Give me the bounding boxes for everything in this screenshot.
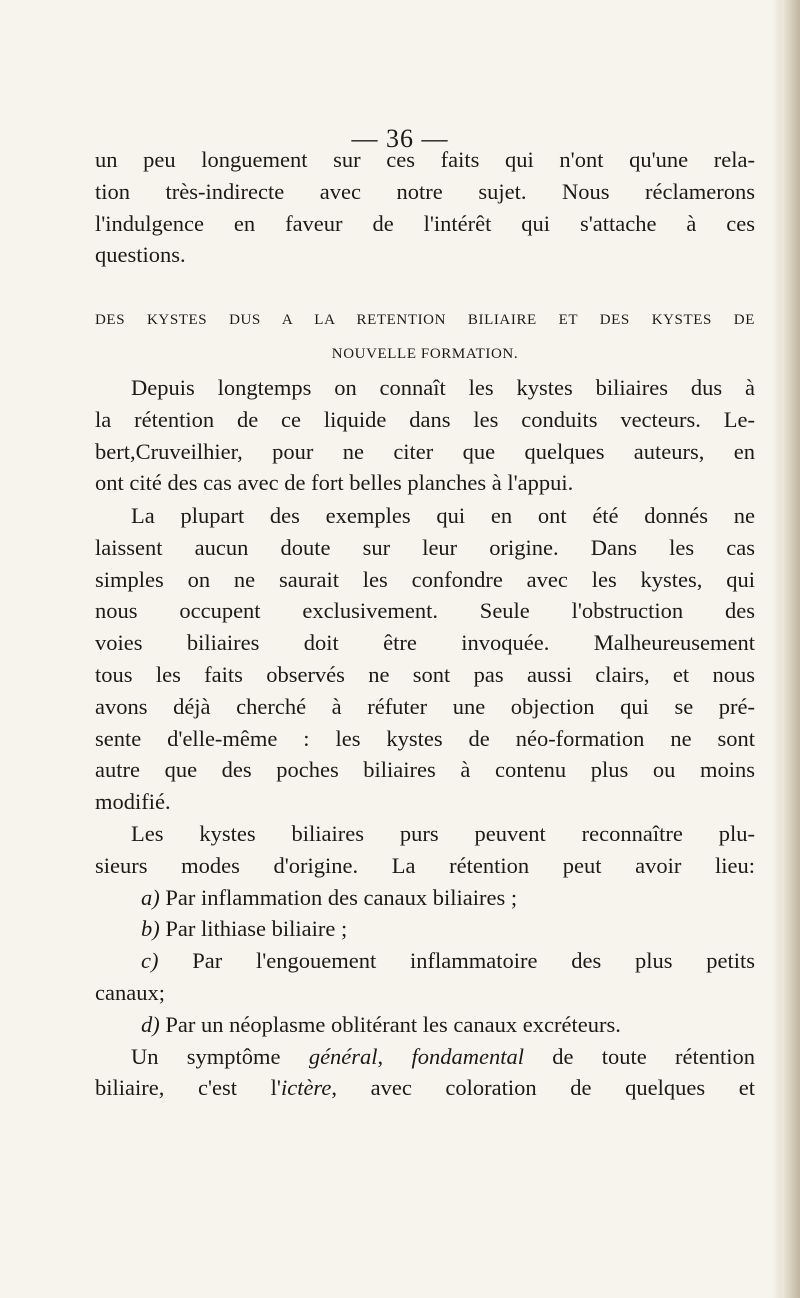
- text-line: sieurs modes d'origine. La rétention peut avoir lieu:: [95, 852, 755, 878]
- text-fragment: Un symptôme: [131, 1043, 309, 1069]
- list-text: Par lithiase biliaire ;: [165, 916, 348, 942]
- list-item-b: [95, 913, 755, 945]
- final-line-1: [95, 1041, 755, 1073]
- paragraph-2: [95, 500, 755, 818]
- text-fragment: , avec coloration de quelques et: [331, 1075, 756, 1101]
- text-line: la rétention de ce liquide dans les conduits vecteurs. Le-: [95, 406, 755, 432]
- emphasis-fondamental: fondamental: [411, 1043, 524, 1069]
- text-line: bert,Cruveilhier, pour ne citer que quelques auteurs, en: [95, 438, 755, 464]
- emphasis-general: général: [308, 1043, 378, 1069]
- text-line: modifié.: [95, 789, 171, 815]
- final-line-2: [95, 1072, 755, 1104]
- page-edge: [782, 0, 800, 1298]
- list-marker: b): [141, 916, 160, 942]
- text-line: l'indulgence en faveur de l'intérêt qui s'attache à ces: [95, 210, 755, 236]
- text-line: sente d'elle-même : les kystes de néo-formation ne sont: [95, 725, 755, 751]
- text-fragment: de toute rétention: [523, 1043, 755, 1069]
- heading-line: DES KYSTES DUS A LA RETENTION BILIAIRE ET DES KYSTES DE: [95, 312, 755, 328]
- list-text: Par inflammation des canaux biliaires ;: [165, 884, 518, 910]
- paragraph-1: [95, 372, 755, 499]
- list-item-c-continuation: canaux;: [95, 979, 165, 1005]
- text-line: questions.: [95, 242, 186, 268]
- paragraph-3: [95, 818, 755, 1104]
- text-line: avons déjà cherché à réfuter une objection qui se pré-: [95, 693, 755, 719]
- list-text: Par l'engouement inflammatoire des plus petits: [192, 948, 755, 974]
- list-item-d: [95, 1009, 755, 1041]
- text-line: autre que des poches biliaires à contenu plus ou moins: [95, 757, 755, 783]
- text-line: tous les faits observés ne sont pas aussi clairs, et nous: [95, 661, 755, 687]
- section-heading: [95, 303, 755, 371]
- heading-line: NOUVELLE FORMATION.: [331, 346, 519, 362]
- page-number: — 36 —: [351, 124, 449, 153]
- emphasis-ictere: ictère: [280, 1075, 332, 1101]
- page-gutter-shadow: [772, 0, 782, 1298]
- text-line: La plupart des exemples qui en ont été donnés ne: [131, 503, 755, 528]
- list-marker: a): [141, 884, 160, 910]
- text-line: nous occupent exclusivement. Seule l'obstruction des: [95, 598, 755, 624]
- text-fragment: biliaire, c'est l': [95, 1075, 281, 1101]
- text-line: Depuis longtemps on connaît les kystes biliaires dus à: [131, 375, 755, 400]
- list-marker: d): [141, 1011, 160, 1037]
- text-fragment: ,: [377, 1043, 412, 1069]
- list-item-a: [95, 882, 755, 914]
- list-text: Par un néoplasme oblitérant les canaux excréteurs.: [165, 1011, 621, 1037]
- text-line: un peu longuement sur ces faits qui n'ont qu'une rela-: [95, 147, 755, 172]
- list-marker: c): [141, 948, 159, 974]
- text-line: voies biliaires doit être invoquée. Malheureusement: [95, 630, 755, 656]
- text-line: laissent aucun doute sur leur origine. Dans les cas: [95, 534, 755, 560]
- text-line: simples on ne saurait les confondre avec les kystes, qui: [95, 566, 755, 592]
- text-line: Les kystes biliaires purs peuvent reconnaître plu-: [131, 821, 755, 846]
- intro-paragraph: [95, 144, 755, 271]
- text-line: ont cité des cas avec de fort belles planches à l'appui.: [95, 470, 574, 496]
- text-line: tion très-indirecte avec notre sujet. Nous réclamerons: [95, 178, 755, 204]
- list-item-c: [95, 945, 755, 977]
